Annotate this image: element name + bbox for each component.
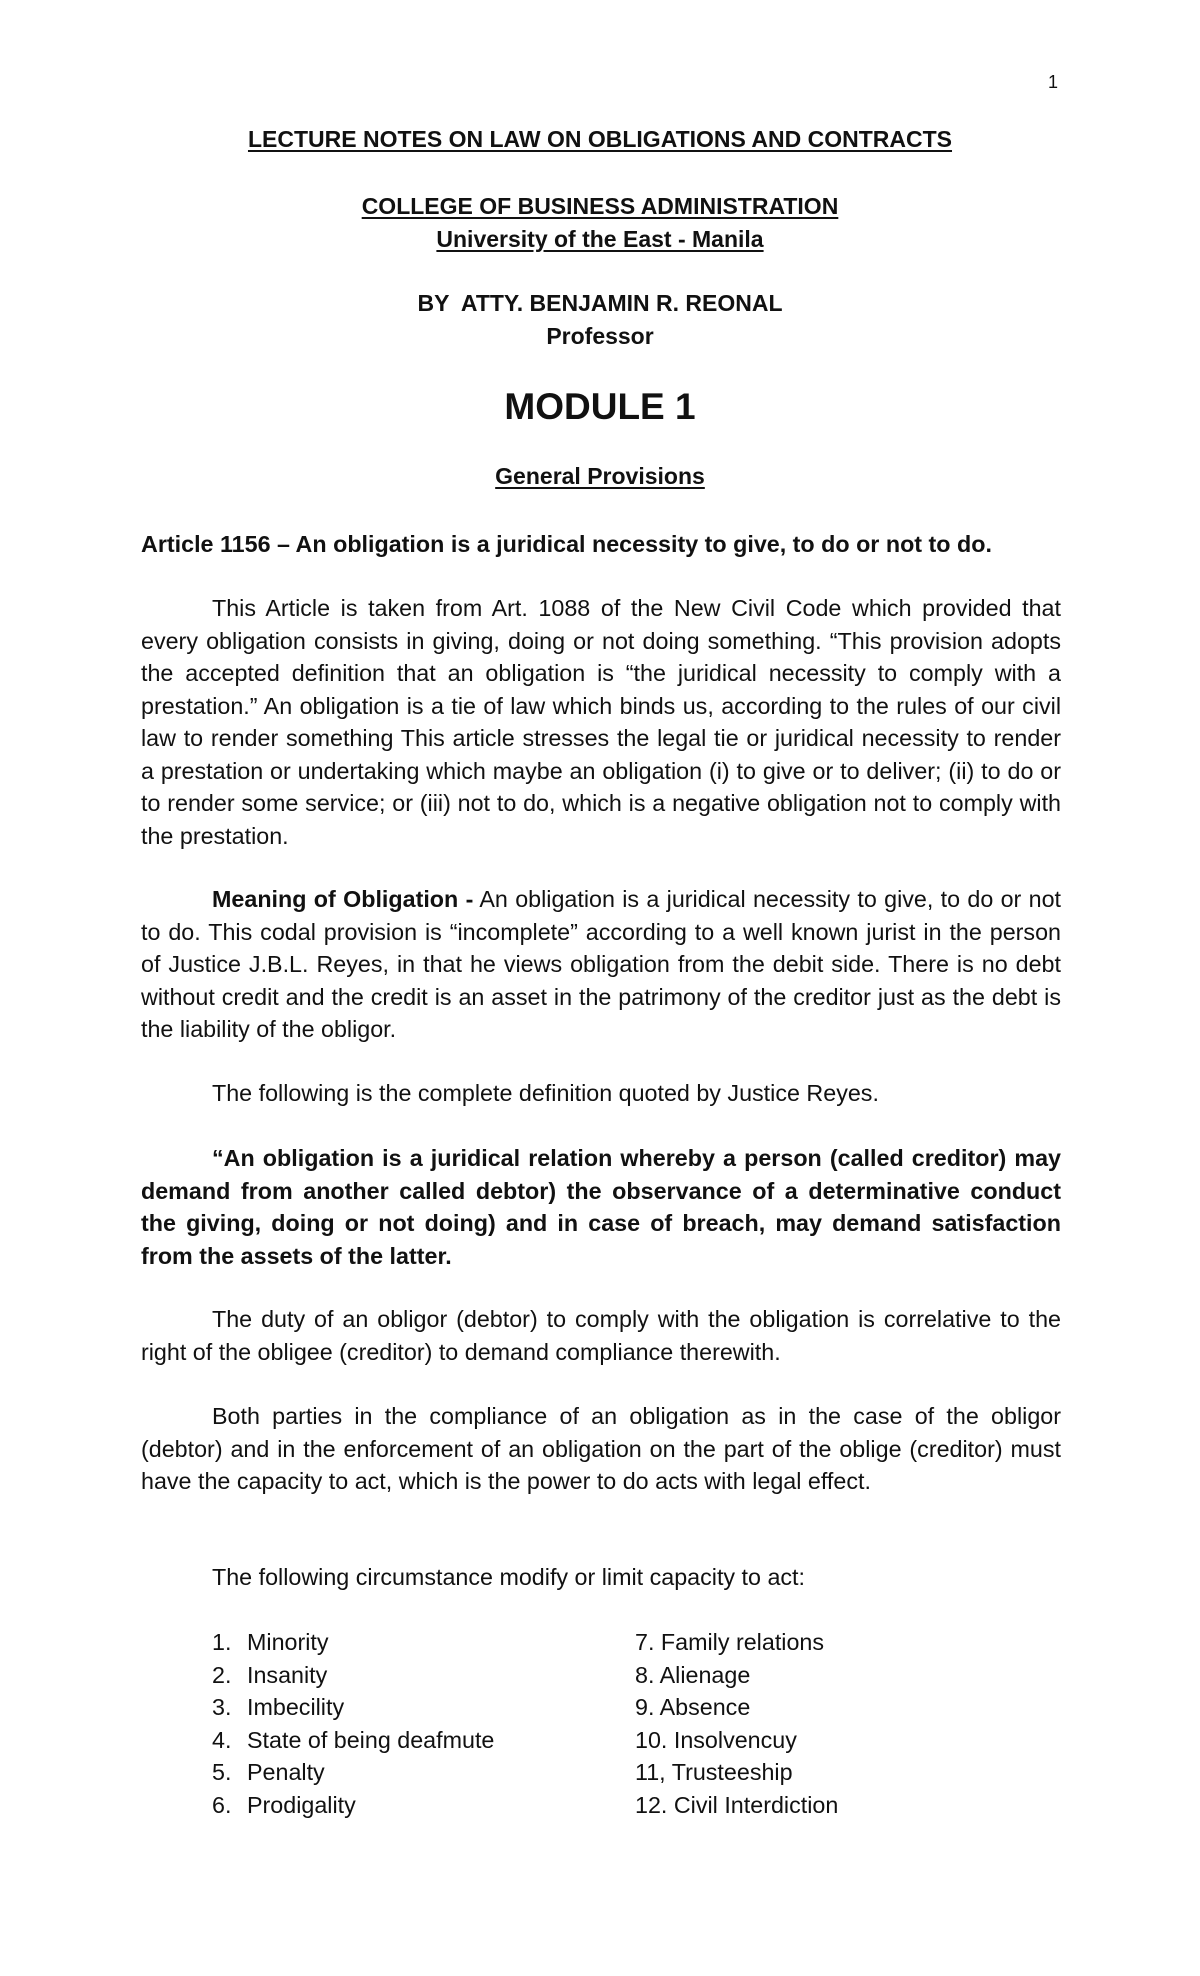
paragraph-article-explanation: This Article is taken from Art. 1088 of the New Civil Code which provided that every obligation consists in giving, doing or not doing something. “This provision adopts the accepted definition that an obligation is “the juridical necessity to comply with a prestation.” An obligation is a tie of law which binds us, according to the rules of our civil law to render something This article stresses the legal tie or juridical necessity to render a prestation or undertaking which maybe an obligation (i) to give or to deliver; (ii) to do or to render some service; or (iii) not to do, which is a negative obligation not to comply with the prestation. bbox=[141, 595, 1061, 849]
section-title: General Provisions bbox=[495, 463, 705, 489]
list-item: 1. Minority bbox=[212, 1629, 329, 1655]
circumstances-list-left bbox=[212, 1626, 494, 1821]
module-title: MODULE 1 bbox=[504, 386, 696, 427]
article-heading: Article 1156 – An obligation is a juridical necessity to give, to do or not to do. bbox=[141, 531, 992, 557]
university-name: University of the East - Manila bbox=[436, 226, 764, 252]
meaning-text: An obligation is a juridical necessity to give, to do or not to do. This codal provision is “incomplete” according to a well known jurist in the person of Justice J.B.L. Reyes, in that he views obligation from the debit side. There is no debt without credit and the credit is an asset in the patrimony of the creditor just as the debt is the liability of the obligor. bbox=[141, 886, 1062, 1042]
list-item: 7. Family relations bbox=[635, 1629, 825, 1655]
list-item: 12. Civil Interdiction bbox=[635, 1791, 839, 1818]
college-block bbox=[0, 190, 1200, 256]
list-item: 9. Absence bbox=[635, 1694, 751, 1720]
list-item: 10. Insolvencuy bbox=[635, 1726, 797, 1753]
paragraph-circumstances-intro: The following circumstance modify or limit capacity to act: bbox=[212, 1564, 805, 1590]
author-block bbox=[0, 287, 1200, 353]
list-item: 3. Imbecility bbox=[212, 1694, 345, 1720]
paragraph-duty-of-obligor: The duty of an obligor (debtor) to comply with the obligation is correlative to the right of the obligee (creditor) to demand compliance therewith. bbox=[141, 1306, 1061, 1365]
list-item: 8. Alienage bbox=[635, 1661, 751, 1688]
meaning-label: Meaning of Obligation - bbox=[212, 886, 474, 912]
author-role: Professor bbox=[546, 323, 654, 349]
paragraph-definition-quote: “An obligation is a juridical relation whereby a person (called creditor) may demand from another called debtor) the observance of a determinative conduct the giving, doing or not doing) and in case of breach, may demand satisfaction from the assets of the latter. bbox=[141, 1145, 1061, 1269]
list-item: 6. Prodigality bbox=[212, 1791, 356, 1818]
college-name: COLLEGE OF BUSINESS ADMINISTRATION bbox=[361, 193, 839, 219]
paragraph-capacity-to-act: Both parties in the compliance of an obligation as in the case of the obligor (debtor) and in the enforcement of an obligation on the part of the oblige (creditor) must have the capacity to act, which is the power to do acts with legal effect. bbox=[141, 1403, 1061, 1494]
list-item: 5. Penalty bbox=[212, 1759, 325, 1785]
list-item: 11, Trusteeship bbox=[635, 1759, 793, 1785]
page-number: 1 bbox=[1047, 72, 1058, 92]
list-item: 2. Insanity bbox=[212, 1661, 328, 1688]
list-item: 4. State of being deafmute bbox=[212, 1726, 495, 1753]
circumstances-list-right bbox=[635, 1626, 838, 1821]
author-name: BY ATTY. BENJAMIN R. REONAL bbox=[417, 290, 783, 316]
paragraph-meaning-of-obligation bbox=[141, 883, 1061, 1046]
paragraph-definition-intro: The following is the complete definition quoted by Justice Reyes. bbox=[212, 1080, 879, 1106]
document-title: LECTURE NOTES ON LAW ON OBLIGATIONS AND CONTRACTS bbox=[247, 126, 953, 152]
